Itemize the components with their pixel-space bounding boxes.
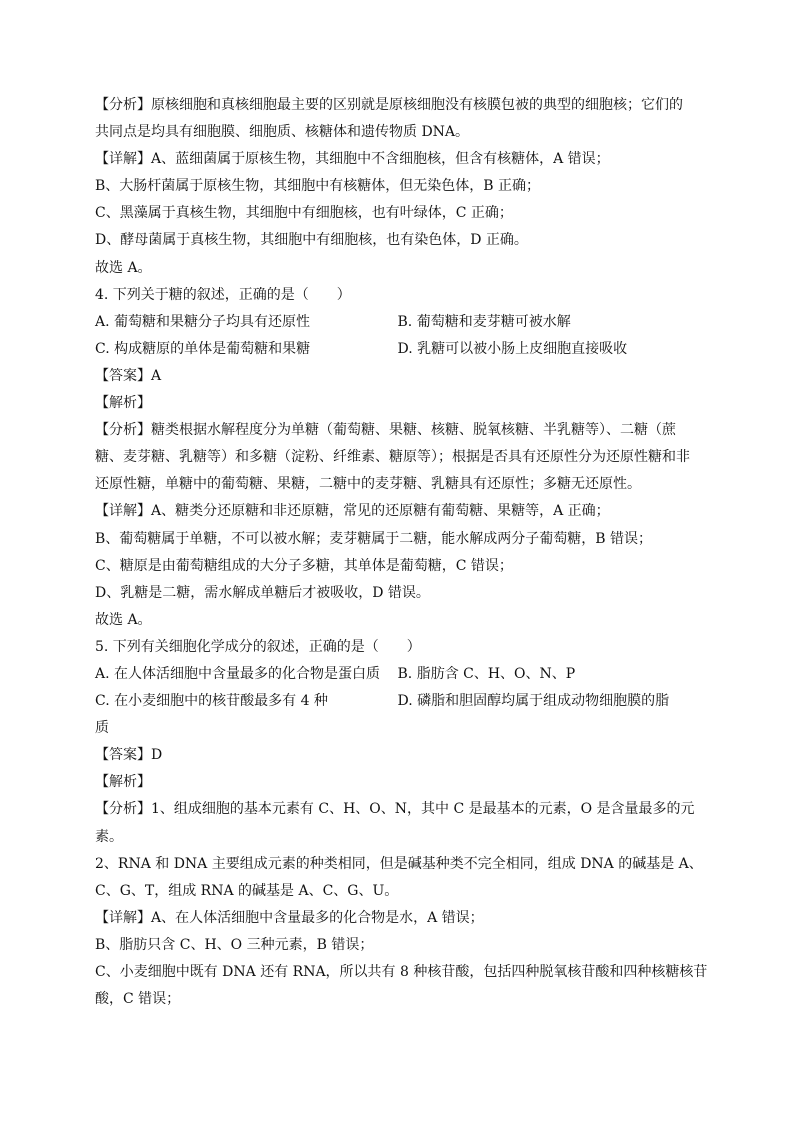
q5-option-a: A. 在人体活细胞中含量最多的化合物是蛋白质 (95, 665, 381, 682)
q4-detail-a: 【详解】A、糖类分还原糖和非还原糖，常见的还原糖有葡萄糖、果糖等，A 正确； (95, 503, 610, 520)
q4-detail-c: C、糖原是由葡萄糖组成的大分子多糖，其单体是葡萄糖，C 错误； (95, 557, 513, 574)
q4-analysis-line-2: 糖、麦芽糖、乳糖等）和多糖（淀粉、纤维素、糖原等）；根据是否具有还原性分为还原性糖和非 (95, 449, 690, 466)
q3-detail-a: 【详解】A、蓝细菌属于原核生物，其细胞中不含细胞核，但含有核糖体，A 错误； (95, 151, 610, 168)
q4-options-row-2 (95, 336, 700, 363)
q5-analysis-line-3: 2、RNA 和 DNA 主要组成元素的种类相同，但是碱基种类不完全相同，组成 DNA 的碱基是 A、 (95, 855, 703, 872)
q5-option-c: C. 在小麦细胞中的核苷酸最多有 4 种 (95, 693, 328, 710)
q4-detail-d: D、乳糖是二糖，需水解成单糖后才被吸收，D 错误。 (95, 584, 430, 601)
q4-option-a: A. 葡萄糖和果糖分子均具有还原性 (95, 313, 311, 330)
q4-option-d: D. 乳糖可以被小肠上皮细胞直接吸收 (397, 340, 628, 357)
q4-detail-b: B、葡萄糖属于单糖，不可以被水解；麦芽糖属于二糖，能水解成两分子葡萄糖，B 错误； (95, 530, 653, 547)
q5-analysis-line-1: 【分析】1、组成细胞的基本元素有 C、H、O、N，其中 C 是最基本的元素，O 是含量最多的元 (95, 801, 695, 818)
q5-options-row-2 (95, 688, 700, 715)
q5-stem: 5. 下列有关细胞化学成分的叙述，正确的是（ ） (95, 638, 421, 655)
q5-explain-label: 【解析】 (95, 774, 151, 791)
q5-option-b: B. 脂肪含 C、H、O、N、P (397, 665, 576, 682)
q5-option-d-continued: 质 (95, 720, 109, 737)
q3-analysis-line-2: 共同点是均具有细胞膜、细胞质、核糖体和遗传物质 DNA。 (95, 124, 470, 141)
q4-option-b: B. 葡萄糖和麦芽糖可被水解 (397, 313, 571, 330)
q4-stem: 4. 下列关于糖的叙述，正确的是（ ） (95, 286, 351, 303)
q5-detail-c: C、小麦细胞中既有 DNA 还有 RNA，所以共有 8 种核苷酸，包括四种脱氧核苷酸和四种核糖核苷 (95, 964, 708, 980)
q4-analysis-line-3: 还原性糖，单糖中的葡萄糖、果糖，二糖中的麦芽糖、乳糖具有还原性；多糖无还原性。 (95, 476, 641, 493)
q5-answer: 【答案】D (95, 747, 163, 764)
q3-detail-c: C、黑藻属于真核生物，其细胞中有细胞核，也有叶绿体，C 正确； (95, 205, 513, 222)
q3-detail-d: D、酵母菌属于真核生物，其细胞中有细胞核，也有染色体，D 正确。 (95, 232, 528, 249)
q5-analysis-line-2: 素。 (95, 828, 123, 845)
q4-analysis-line-1: 【分析】糖类根据水解程度分为单糖（葡萄糖、果糖、核糖、脱氧核糖、半乳糖等）、二糖（蔗 (95, 422, 676, 439)
q4-answer: 【答案】A (95, 367, 162, 384)
q5-analysis-line-4: C、G、T，组成 RNA 的碱基是 A、C、G、U。 (95, 882, 399, 899)
q4-explain-label: 【解析】 (95, 395, 151, 412)
q5-detail-a: 【详解】A、在人体活细胞中含量最多的化合物是水，A 错误； (95, 909, 484, 926)
q5-option-d: D. 磷脂和胆固醇均属于组成动物细胞膜的脂 (397, 693, 670, 710)
document-body (95, 92, 708, 1013)
q3-detail-b: B、大肠杆菌属于原核生物，其细胞中有核糖体，但无染色体，B 正确； (95, 178, 541, 195)
q4-options-row-1 (95, 309, 700, 336)
q4-option-c: C. 构成糖原的单体是葡萄糖和果糖 (95, 340, 311, 357)
q5-detail-c-continued: 酸，C 错误； (95, 991, 181, 1008)
q5-options-row-1 (95, 661, 700, 688)
q5-detail-b: B、脂肪只含 C、H、O 三种元素，B 错误； (95, 936, 374, 953)
q4-conclusion: 故选 A。 (95, 611, 152, 628)
q3-conclusion: 故选 A。 (95, 259, 152, 276)
q3-analysis-line-1: 【分析】原核细胞和真核细胞最主要的区别就是原核细胞没有核膜包被的典型的细胞核；它们的 (95, 97, 683, 113)
